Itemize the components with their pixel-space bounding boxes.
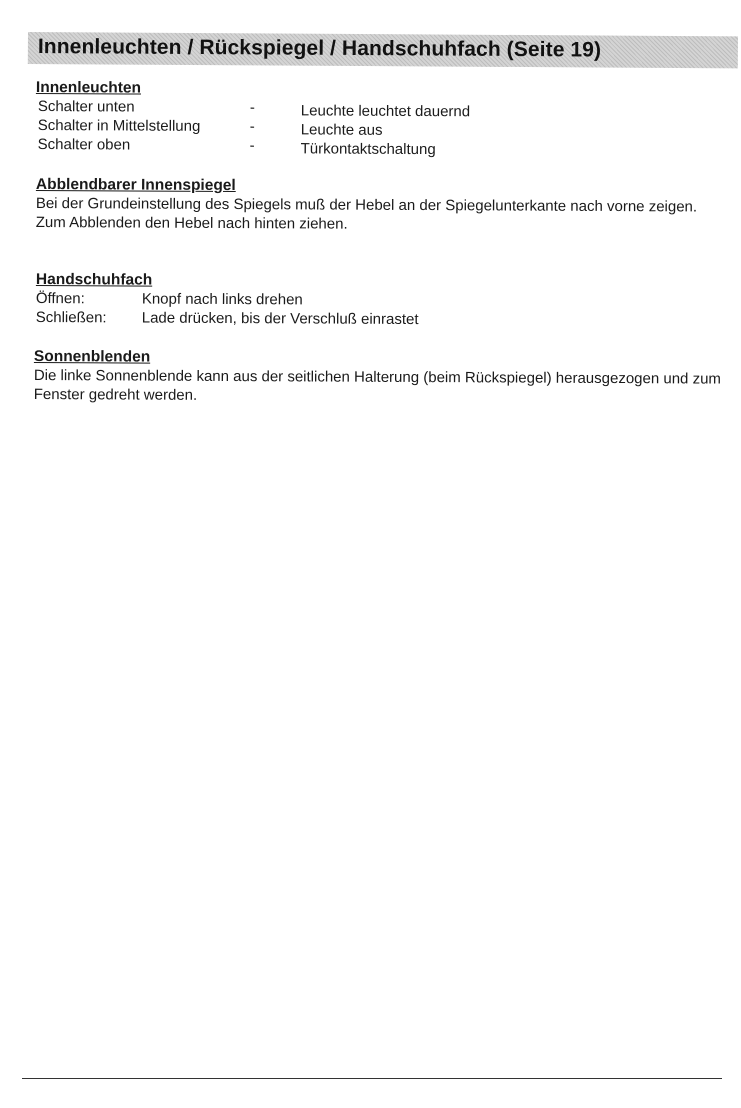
section-innenspiegel <box>36 175 716 236</box>
action-text: Knopf nach links drehen <box>141 290 303 309</box>
switch-position-label: Schalter in Mittelstellung <box>37 117 201 135</box>
section-heading-handschuhfach: Handschuhfach <box>35 271 153 289</box>
paragraph: Bei der Grundeinstellung des Spiegels muß der Hebel an der Spiegelunterkante nach vorne zeigen. <box>35 194 698 216</box>
section-heading-innenleuchten: Innenleuchten <box>35 78 142 97</box>
table-row <box>36 135 726 158</box>
dash-separator: - <box>249 118 255 136</box>
action-label: Öffnen: <box>35 289 85 308</box>
action-label: Schließen: <box>35 308 107 327</box>
page-title: Innenleuchten / Rückspiegel / Handschuhfach (Seite 19) <box>37 35 602 62</box>
section-heading-sonnenblenden: Sonnenblenden <box>33 348 151 366</box>
dash-separator: - <box>249 99 255 117</box>
switch-position-label: Schalter unten <box>37 98 135 116</box>
paragraph: Zum Abblenden den Hebel nach hinten ziehen. <box>35 213 348 233</box>
section-handschuhfach <box>36 270 726 331</box>
paragraph: Die linke Sonnenblende kann aus der seitlichen Halterung (beim Rückspiegel) herausgezogen und zum Fenster gedreht werden. <box>33 366 721 404</box>
section-innenleuchten <box>36 78 726 158</box>
light-behavior-text: Leuchte aus <box>300 121 383 139</box>
footer-divider <box>22 1078 722 1079</box>
light-behavior-text: Leuchte leuchtet dauernd <box>300 102 471 121</box>
section-heading-innenspiegel: Abblendbarer Innenspiegel <box>35 175 236 195</box>
dash-separator: - <box>249 137 255 155</box>
section-sonnenblenden <box>34 347 724 408</box>
light-behavior-text: Türkontaktschaltung <box>300 140 436 159</box>
page-title-bar <box>28 32 738 68</box>
table-row <box>36 308 726 331</box>
switch-position-label: Schalter oben <box>37 136 131 154</box>
action-text: Lade drücken, bis der Verschluß einrastet <box>141 309 419 329</box>
